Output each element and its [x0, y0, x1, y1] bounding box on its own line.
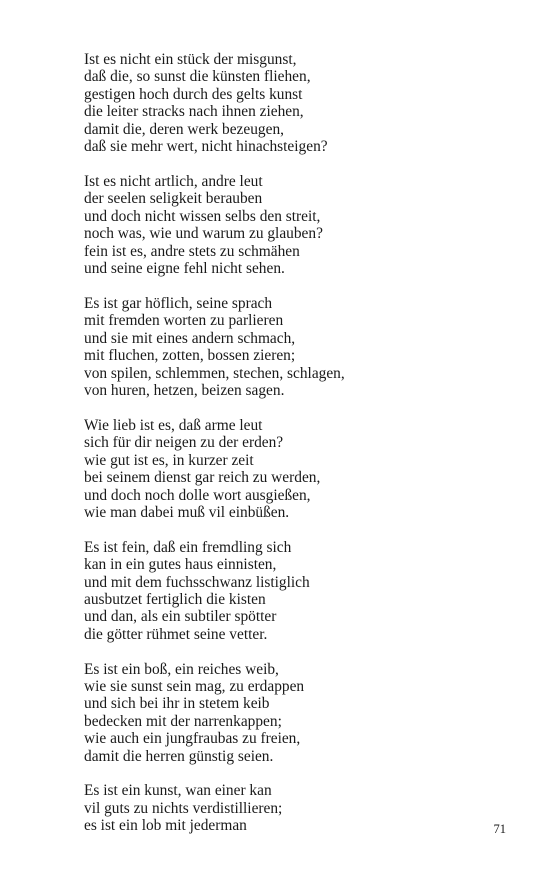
stanza [84, 51, 504, 156]
verse-line: und sie mit eines andern schmach, [84, 329, 296, 347]
verse-line: es ist ein lob mit jederman [84, 817, 247, 835]
verse-line: vil guts zu nichts verdistillieren; [84, 799, 283, 817]
stanza [84, 539, 504, 644]
stanza [84, 173, 504, 278]
verse-line: die leiter stracks nach ihnen ziehen, [84, 103, 304, 121]
verse-line: damit die herren günstig seien. [84, 747, 274, 765]
verse-line: Ist es nicht artlich, andre leut [84, 172, 263, 190]
verse-line: und mit dem fuchsschwanz listiglich [84, 573, 310, 591]
verse-line: Es ist ein boß, ein reiches weib, [84, 660, 279, 678]
verse-line: ausbutzet fertiglich die kisten [84, 590, 266, 608]
verse-line: gestigen hoch durch des gelts kunst [84, 85, 303, 103]
page-number: 71 [493, 822, 506, 836]
verse-line: mit fremden worten zu parlieren [84, 312, 284, 330]
verse-line: Es ist ein kunst, wan einer kan [84, 782, 272, 800]
stanza [84, 782, 504, 834]
verse-line: bedecken mit der narrenkappen; [84, 712, 282, 730]
verse-line: und doch noch dolle wort ausgießen, [84, 486, 311, 504]
verse-line: bei seinem dienst gar reich zu werden, [84, 469, 321, 487]
verse-line: fein ist es, andre stets zu schmähen [84, 242, 300, 260]
verse-line: von spilen, schlemmen, stechen, schlagen, [84, 364, 345, 382]
stanza [84, 295, 504, 400]
verse-line: und doch nicht wissen selbs den streit, [84, 207, 321, 225]
verse-line: von huren, hetzen, beizen sagen. [84, 382, 285, 400]
verse-line: mit fluchen, zotten, bossen zieren; [84, 347, 296, 365]
verse-line: daß die, so sunst die künsten fliehen, [84, 68, 311, 86]
verse-line: Wie lieb ist es, daß arme leut [84, 416, 263, 434]
verse-line: Es ist fein, daß ein fremdling sich [84, 538, 292, 556]
poem-body [84, 51, 504, 852]
verse-line: und dan, als ein subtiler spötter [84, 608, 277, 626]
verse-line: wie sie sunst sein mag, zu erdappen [84, 677, 305, 695]
verse-line: damit die, deren werk bezeugen, [84, 120, 284, 138]
verse-line: wie auch ein jungfraubas zu freien, [84, 730, 301, 748]
verse-line: und sich bei ihr in stetem keib [84, 695, 270, 713]
stanza [84, 661, 504, 766]
verse-line: der seelen seligkeit berauben [84, 190, 263, 208]
verse-line: kan in ein gutes haus einnisten, [84, 556, 277, 574]
stanza [84, 417, 504, 522]
verse-line: daß sie mehr wert, nicht hinachsteigen? [84, 138, 328, 156]
verse-line: noch was, wie und warum zu glauben? [84, 225, 323, 243]
verse-line: Es ist gar höflich, seine sprach [84, 294, 273, 312]
verse-line: und seine eigne fehl nicht sehen. [84, 260, 285, 278]
verse-line: wie man dabei muß vil einbüßen. [84, 503, 290, 521]
verse-line: Ist es nicht ein stück der misgunst, [84, 51, 297, 68]
verse-line: sich für dir neigen zu der erden? [84, 434, 284, 452]
verse-line: die götter rühmet seine vetter. [84, 625, 268, 643]
verse-line: wie gut ist es, in kurzer zeit [84, 451, 254, 469]
